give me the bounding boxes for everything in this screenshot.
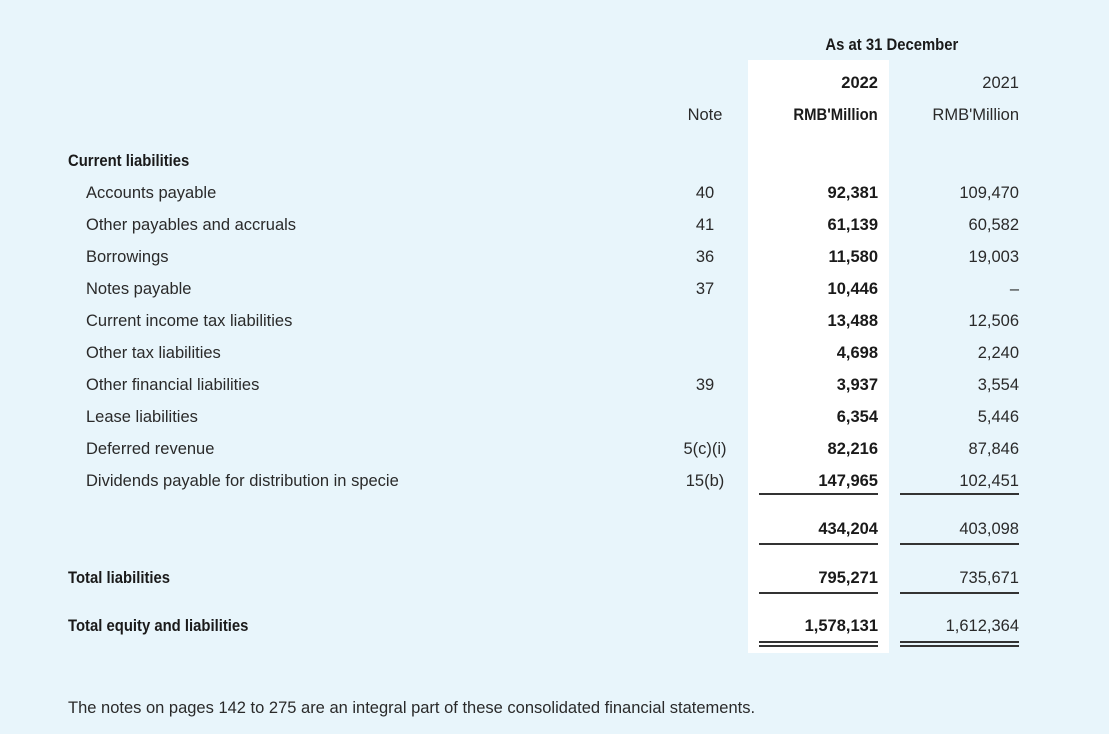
row-value-2021: 87,846 [968,440,1019,458]
year-2022-heading: 2022 [841,74,878,92]
year-2021-heading: 2021 [982,74,1019,92]
row-value-2022: 3,937 [836,376,878,394]
total-equity-liabilities-label: Total equity and liabilities [68,617,249,635]
row-note: 37 [695,280,715,298]
total-equity-liabilities-2021: 1,612,364 [945,617,1019,635]
row-value-2022: 13,488 [827,312,878,330]
row-value-2021: 12,506 [968,312,1019,330]
row-value-2021: 102,451 [959,472,1019,490]
total-equity-liabilities-2022: 1,578,131 [804,617,878,635]
rule-2021 [900,543,1019,545]
row-label: Deferred revenue [86,440,215,458]
row-note: 41 [695,216,715,234]
row-label: Other tax liabilities [86,344,221,362]
row-note: 36 [695,248,715,266]
subtotal-2021: 403,098 [959,520,1019,538]
double-rule-2021 [900,641,1019,647]
row-label: Borrowings [86,248,169,266]
rule-2022 [759,592,878,594]
row-value-2022: 82,216 [827,440,878,458]
subtotal-2022: 434,204 [818,520,878,538]
row-value-2022: 11,580 [828,248,878,266]
row-label: Other financial liabilities [86,376,260,394]
row-value-2021: 109,470 [959,184,1019,202]
total-liabilities-label: Total liabilities [68,569,171,587]
row-value-2021: 19,003 [968,248,1019,266]
row-value-2022: 61,139 [827,216,878,234]
note-heading: Note [687,106,723,124]
row-value-2021: 2,240 [977,344,1019,362]
row-note: 39 [695,376,715,394]
row-value-2022: 147,965 [818,472,878,490]
row-value-2022: 4,698 [836,344,878,362]
rule-2021 [900,493,1019,495]
row-value-2021: 5,446 [977,408,1019,426]
unit-2021-heading: RMB'Million [932,106,1019,124]
row-value-2022: 6,354 [836,408,878,426]
row-note: 15(b) [685,472,725,490]
row-value-2021: – [1009,280,1019,298]
row-value-2021: 3,554 [977,376,1019,394]
row-note: 5(c)(i) [683,440,727,458]
section-title: Current liabilities [68,152,190,170]
double-rule-2022 [759,641,878,647]
row-label: Other payables and accruals [86,216,297,234]
row-value-2022: 92,381 [827,184,878,202]
row-note: 40 [695,184,715,202]
rule-2022 [759,493,878,495]
row-label: Notes payable [86,280,192,298]
row-label: Lease liabilities [86,408,198,426]
row-value-2021: 60,582 [968,216,1019,234]
row-label: Current income tax liabilities [86,312,293,330]
rule-2021 [900,592,1019,594]
row-label: Accounts payable [86,184,217,202]
row-label: Dividends payable for distribution in specie [86,472,399,490]
period-heading: As at 31 December [825,36,959,54]
total-liabilities-2021: 735,671 [959,569,1019,587]
footnote: The notes on pages 142 to 275 are an integral part of these consolidated financial statements. [68,699,756,717]
unit-2022-heading: RMB'Million [793,106,878,124]
rule-2022 [759,543,878,545]
row-value-2022: 10,446 [827,280,878,298]
total-liabilities-2022: 795,271 [818,569,878,587]
